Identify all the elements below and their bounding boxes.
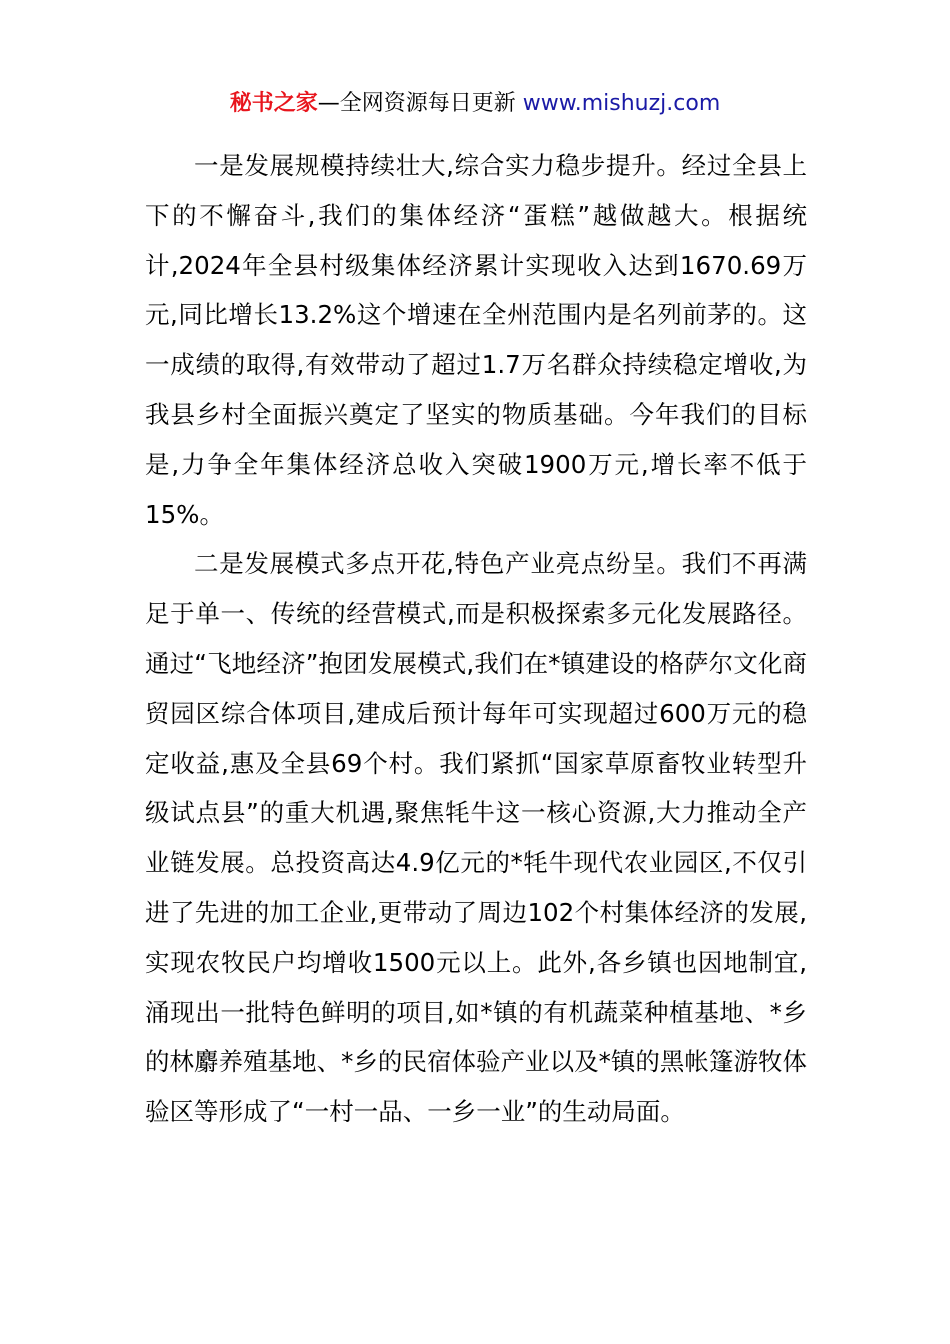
paragraph-development-model: 二是发展模式多点开花,特色产业亮点纷呈。我们不再满足于单一、传统的经营模式,而是积极探索多元化发展路径。通过“飞地经济”抱团发展模式,我们在*镇建设的格萨尔文化商贸园区综合体项目,建成后预计每年可实现超过600万元的稳定收益,惠及全县69个村。我们紧抓“国家草原畜牧业转型升级试点县”的重大机遇,聚焦牦牛这一核心资源,大力推动全产业链发展。总投资高达4.9亿元的*牦牛现代农业园区,不仅引进了先进的加工企业,更带动了周边102个村集体经济的发展,实现农牧民户均增收1500元以上。此外,各乡镇也因地制宜,涌现出一批特色鲜明的项目,如*镇的有机蔬菜种植基地、*乡的林麝养殖基地、*乡的民宿体验产业以及*镇的黑帐篷游牧体验区等形成了“一村一品、一乡一业”的生动局面。 bbox=[145, 549, 807, 1127]
brand-name: 秘书之家 bbox=[229, 91, 318, 116]
paragraph-development-scale: 一是发展规模持续壮大,综合实力稳步提升。经过全县上下的不懈奋斗,我们的集体经济“蛋糕”越做越大。根据统计,2024年全县村级集体经济累计实现收入达到1670.69万元,同比增长13.2%这个增速在全州范围内是名列前茅的。这一成绩的取得,有效带动了超过1.7万名群众持续稳定增收,为我县乡村全面振兴奠定了坚实的物质基础。今年我们的目标是,力争全年集体经济总收入突破1900万元,增长率不低于15%。 bbox=[145, 151, 807, 529]
document-body bbox=[145, 141, 807, 1137]
website-link[interactable]: www.mishuzj.com bbox=[522, 91, 721, 116]
header-tagline: —全网资源每日更新 bbox=[317, 91, 516, 116]
page-header bbox=[0, 88, 950, 120]
